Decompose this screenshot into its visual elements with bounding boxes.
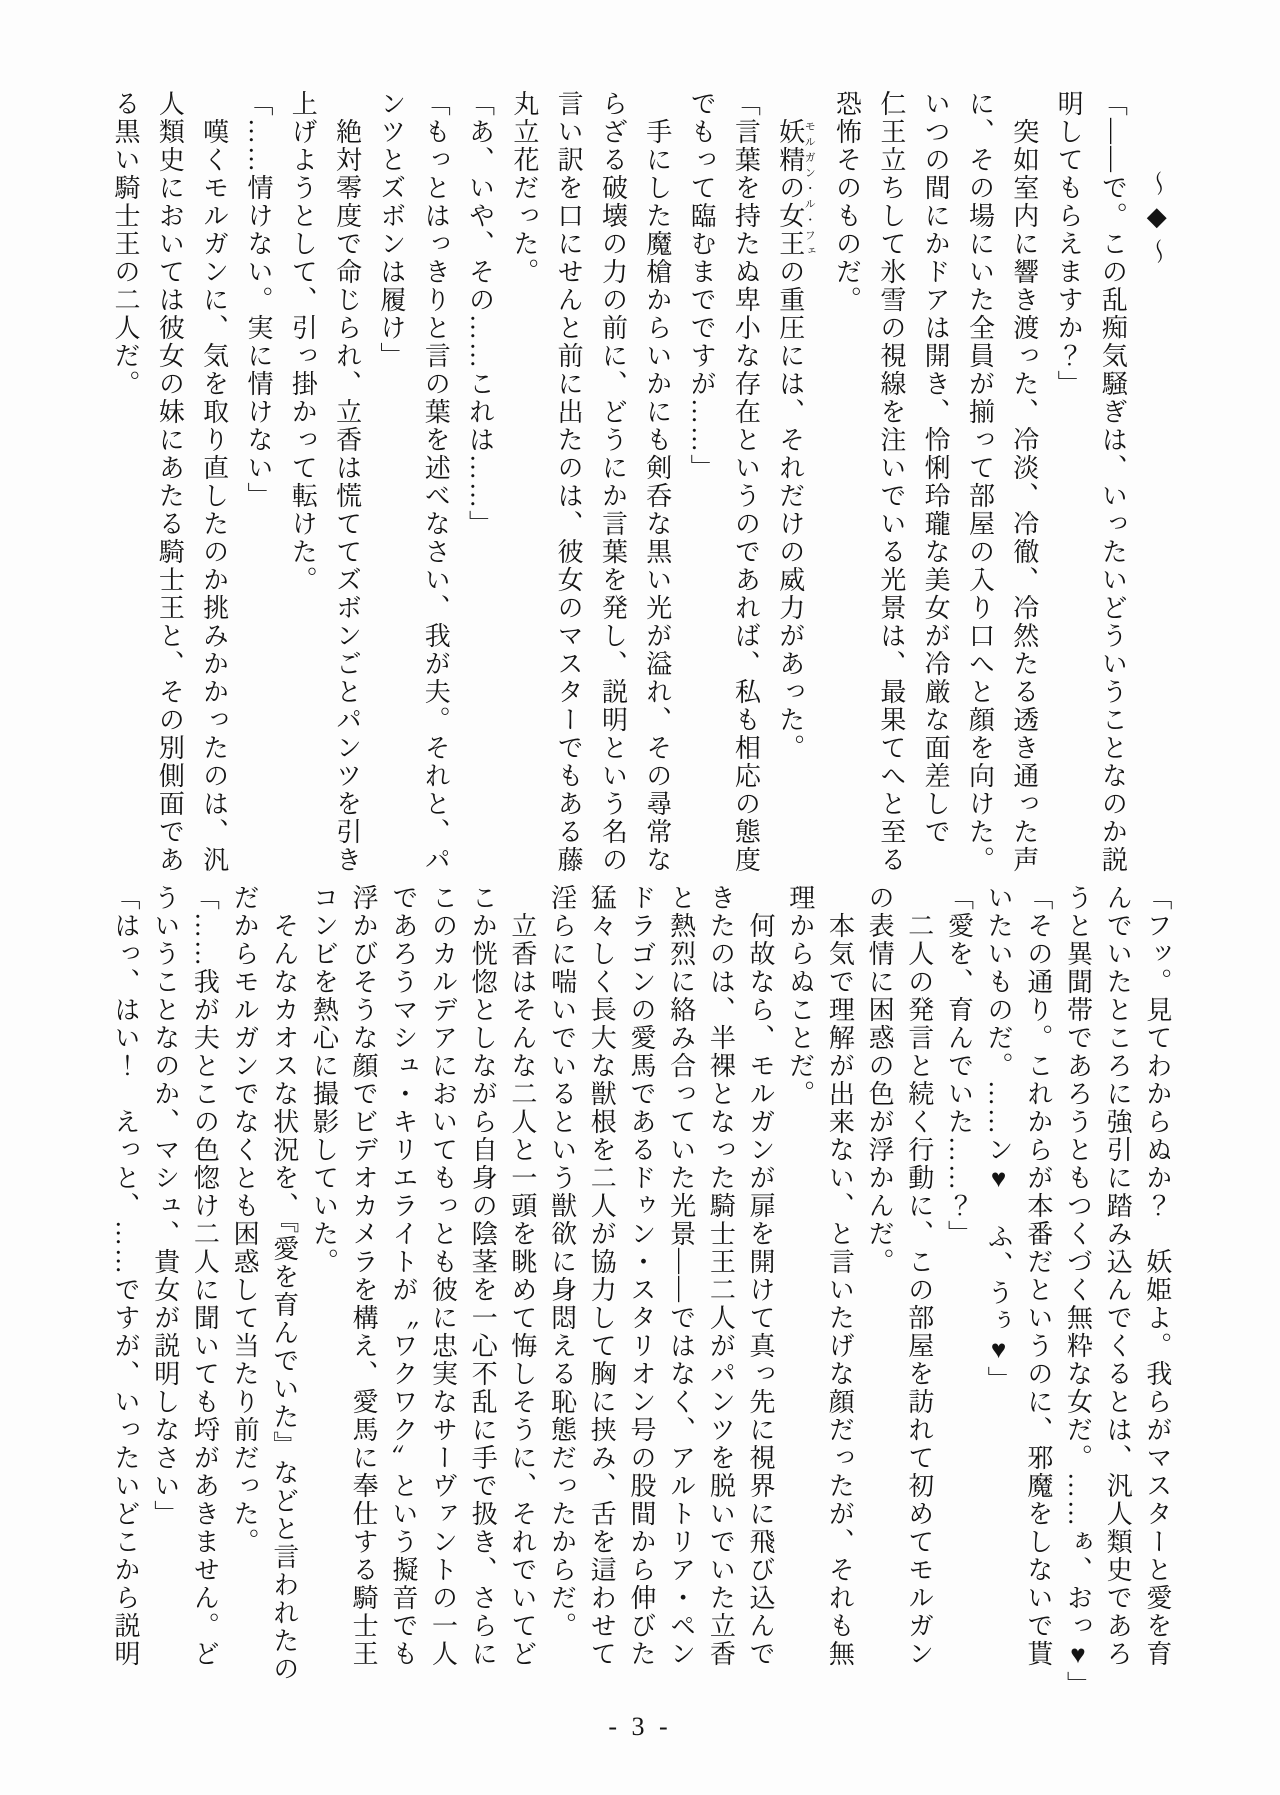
text-column: の表情に困惑の色が浮かんだ。 bbox=[865, 884, 895, 1276]
ruby-annotated-text: 妖精の女王モルガン・ル・フェ bbox=[775, 118, 816, 258]
text-column: んでいたところに強引に踏み込んでくるとは、汎人類史であろ bbox=[1103, 884, 1133, 1668]
page-number: - 3 - bbox=[608, 1712, 672, 1741]
text-column: だからモルガンでなくとも困惑して当たり前だった。 bbox=[230, 884, 260, 1556]
text-column: 仁王立ちして氷雪の視線を注いでいる光景は、最果てへと至る bbox=[876, 90, 906, 874]
text-column: 「――で。この乱痴気騒ぎは、いったいどういうことなのか説 bbox=[1098, 90, 1128, 874]
text-column: 「……情けない。実に情けない」 bbox=[243, 90, 273, 510]
text-column: る黒い騎士王の二人だ。 bbox=[111, 90, 140, 398]
text-column: ういうことなのか、マシュ、貴女が説明しなさい」 bbox=[150, 884, 180, 1528]
text-column: このカルデアにおいてもっとも彼に忠実なサーヴァントの一人 bbox=[428, 884, 458, 1668]
text-column: 明してもらえますか？」 bbox=[1054, 90, 1084, 398]
text-column: に、その場にいた全員が揃って部屋の入り口へと顔を向けた。 bbox=[965, 90, 995, 874]
section-divider: 〜◆〜 bbox=[1142, 170, 1172, 270]
text-column: 言い訳を口にせんと前に出たのは、彼女のマスターでもある藤 bbox=[554, 90, 584, 874]
text-column: 「あ、いや、その……これは……」 bbox=[465, 90, 495, 538]
text-column: 嘆くモルガンに、気を取り直したのか挑みかかったのは、汎 bbox=[199, 90, 229, 874]
text-column: 二人の発言と続く行動に、この部屋を訪れて初めてモルガン bbox=[904, 884, 934, 1668]
text-column: 本気で理解が出来ない、と言いたげな顔だったが、それも無 bbox=[825, 884, 855, 1668]
text-column: 「……我が夫とこの色惚け二人に聞いても埒があきません。ど bbox=[190, 884, 220, 1668]
text-column: ンツとズボンは履け」 bbox=[376, 90, 406, 370]
text-column: そんなカオスな状況を、『愛を育んでいた』などと言われたの bbox=[269, 884, 299, 1683]
text-column: いつの間にかドアは開き、怜悧玲瓏な美女が冷厳な面差しで bbox=[921, 90, 951, 846]
text-column: 理からぬことだ。 bbox=[785, 884, 815, 1108]
text-column: でもって臨むまでですが……」 bbox=[687, 90, 717, 482]
text-column: であろうマシュ・キリエライトが〝ワクワク〟という擬音でも bbox=[388, 884, 418, 1668]
text-column: 上げようとして、引っ掛かって転けた。 bbox=[288, 90, 318, 594]
text-column: 手にした魔槍からいかにも剣呑な黒い光が溢れ、その尋常な bbox=[642, 90, 672, 874]
text-column: いたいものだ。……ン♥ ふ、うぅ♥」 bbox=[984, 884, 1014, 1394]
text-column: 絶対零度で命じられ、立香は慌ててズボンごとパンツを引き bbox=[332, 90, 362, 874]
text-column: コンビを熱心に撮影していた。 bbox=[309, 884, 339, 1276]
text-column: 何故なら、モルガンが扉を開けて真っ先に視界に飛び込んで bbox=[746, 884, 775, 1668]
text-column: 「言葉を持たぬ卑小な存在というのであれば、私も相応の態度 bbox=[731, 90, 761, 874]
text-column: 淫らに喘いでいるという獣欲に身悶える恥態だったからだ。 bbox=[547, 884, 577, 1640]
text-block-bottom bbox=[111, 884, 1172, 1699]
text-column: 突如室内に響き渡った、冷淡、冷徹、冷然たる透き通った声 bbox=[1009, 90, 1039, 874]
text-column: 恐怖そのものだ。 bbox=[832, 90, 862, 314]
text-column: と熱烈に絡み合っていた光景――ではなく、アルトリア・ペン bbox=[666, 884, 696, 1668]
text-column: 丸立花だった。 bbox=[509, 90, 539, 286]
text-column: 浮かびそうな顔でビデオカメラを構え、愛馬に奉仕する騎士王 bbox=[349, 884, 379, 1668]
text-column: ドラゴンの愛馬であるドゥン・スタリオン号の股間から伸びた bbox=[626, 884, 656, 1668]
text-column: 「もっとはっきりと言の葉を述べなさい、我が夫。それと、パ bbox=[421, 90, 451, 874]
text-column: 猛々しく長大な獣根を二人が協力して胸に挟み、舌を這わせて bbox=[587, 884, 617, 1668]
text-column: うと異聞帯であろうともつくづく無粋な女だ。……ぁ、おっ♥」 bbox=[1063, 884, 1093, 1699]
text-column: 「はっ、はい！ えっと、……ですが、いったいどこから説明 bbox=[111, 884, 140, 1668]
text-column: こか恍惚としながら自身の陰茎を一心不乱に手で扱き、さらに bbox=[468, 884, 498, 1668]
text-column: 「愛を、育んでいた……？」 bbox=[944, 884, 974, 1248]
text-column: 妖精の女王モルガン・ル・フェの重圧には、それだけの威力があった。 bbox=[775, 118, 816, 762]
text-column: きたのは、半裸となった騎士王二人がパンツを脱いでいた立香 bbox=[706, 884, 736, 1668]
text-column: 「フッ。見てわからぬか？ 妖姫よ。我らがマスターと愛を育 bbox=[1142, 884, 1172, 1668]
text-column: らざる破壊の力の前に、どうにか言葉を発し、説明という名の bbox=[598, 90, 628, 874]
text-column: 立香はそんな二人と一頭を眺めて悔しそうに、それでいてど bbox=[507, 884, 537, 1668]
text-column: 人類史においては彼女の妹にあたる騎士王と、その別側面であ bbox=[155, 90, 185, 874]
text-column: 「その通り。これからが本番だというのに、邪魔をしないで貰 bbox=[1023, 884, 1053, 1668]
text-block-top bbox=[112, 90, 1170, 874]
